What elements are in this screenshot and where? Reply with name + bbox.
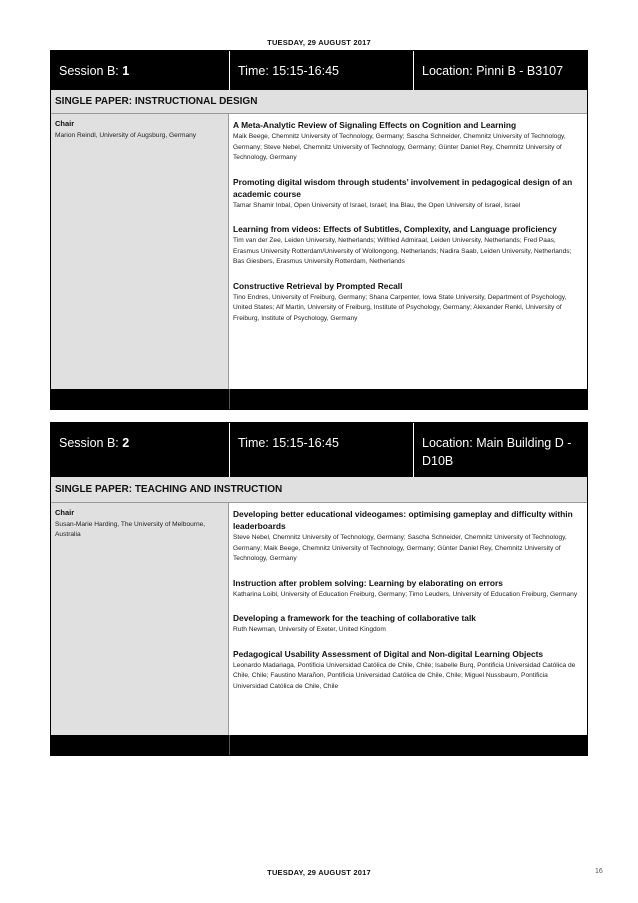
session-label: Session B: [59, 436, 119, 450]
session-number: 1 [122, 64, 130, 78]
paper-title: Developing a framework for the teaching of collaborative talk [233, 613, 476, 623]
paper-item [233, 176, 583, 212]
paper-authors: Katharina Loibl, University of Education Freiburg, Germany; Timo Leuders, University of Education Freiburg, Germany [233, 590, 578, 598]
session-location: Location: Pinni B - B3107 [413, 51, 587, 90]
paper-authors: Tim van der Zee, Leiden University, Netherlands; Wilfried Admiraal, Leiden University, Netherlands; Fred Paas, Erasmus University Rotterdam/University of Wollongong, Netherlands; Nadira Saab, Leiden University, Netherlands; Bas Giesbers, Erasmus University Rotterdam, Netherlands [233, 237, 572, 265]
chair-title: Chair [55, 508, 75, 517]
paper-title: Developing better educational videogames: optimising gameplay and difficulty within leaderboards [233, 509, 573, 531]
page-header-date: TUESDAY, 29 AUGUST 2017 [267, 38, 371, 47]
session-location: Location: Main Building D - D10B [413, 423, 587, 477]
paper-authors: Leonardo Madariaga, Pontificia Universidad Católica de Chile, Chile; Isabelle Burq, Pontificia Universidad Católica de Chile, Chile; Faustino Marañon, Pontificia Universidad Católica de Chile, Chile; Miguel Nussbaum, Pontificia Universidad Católica de Chile, Chile [233, 661, 576, 690]
session-time: Time: 15:15-16:45 [229, 51, 413, 90]
session-footer-bar [51, 735, 587, 755]
session-body [51, 503, 587, 735]
session-type [51, 90, 587, 114]
paper-item [233, 612, 583, 636]
paper-authors: Steve Nebel, Chemnitz University of Technology, Germany; Sascha Schneider, Chemnitz University of Technology, Germany; Maik Beege, Chemnitz University of Technology, Germany; Günter Daniel Rey, Chemnitz University of Technology, Germany [233, 534, 567, 562]
paper-authors: Tino Endres, University of Freiburg, Germany; Shana Carpenter, Iowa State University, Department of Psychology, United States; Alf Martin, University of Freiburg, Institute of Psychology, Germany; Alexander Renkl, University of Freiburg, Institute of Psychology, Germany [233, 293, 567, 322]
papers-column [229, 114, 587, 389]
paper-authors: Ruth Newman, University of Exeter, United Kingdom [233, 626, 386, 633]
paper-item [233, 223, 583, 268]
session-number: 2 [122, 436, 130, 450]
paper-title: Instruction after problem solving: Learning by elaborating on errors [233, 577, 503, 588]
session-type-label: SINGLE PAPER: TEACHING AND INSTRUCTION [55, 484, 283, 495]
session-time: Time: 15:15-16:45 [229, 423, 413, 477]
paper-item [233, 577, 583, 601]
paper-title: Promoting digital wisdom through students’ involvement in pedagogical design of an academic course [233, 176, 573, 199]
papers-column [229, 503, 587, 735]
page-footer-date: TUESDAY, 29 AUGUST 2017 [267, 868, 371, 877]
chair-name: Susan-Marie Harding, The University of Melbourne, Australia [55, 521, 206, 538]
paper-title: A Meta-Analytic Review of Signaling Effects on Cognition and Learning [233, 120, 517, 130]
chair-name: Marion Reindl, University of Augsburg, Germany [55, 132, 197, 139]
chair-column [51, 503, 229, 735]
paper-title: Learning from videos: Effects of Subtitles, Complexity, and Language proficiency [233, 224, 557, 234]
paper-authors: Tamar Shamir Inbal, Open University of Israel, Israel; Ina Blau, the Open University of Israel, Israel [233, 201, 521, 209]
session-footer-bar [51, 389, 587, 409]
session-header [51, 51, 587, 90]
paper-authors: Maik Beege, Chemnitz University of Technology, Germany; Sascha Schneider, Chemnitz University of Technology, Germany; Steve Nebel, Chemnitz University of Technology, Germany; Günter Daniel Rey, Chemnitz University of Technology, Germany [233, 133, 566, 161]
session-block-1 [50, 50, 588, 410]
session-id [51, 423, 229, 477]
chair-column [51, 114, 229, 389]
session-body [51, 114, 587, 389]
page-number: 16 [595, 868, 603, 875]
chair-title: Chair [55, 119, 75, 128]
paper-title: Pedagogical Usability Assessment of Digital and Non-digital Learning Objects [233, 648, 544, 659]
paper-title: Constructive Retrieval by Prompted Recall [233, 280, 403, 291]
session-type-label: SINGLE PAPER: INSTRUCTIONAL DESIGN [55, 96, 258, 107]
paper-item [233, 119, 583, 164]
session-header [51, 423, 587, 477]
session-block-2 [50, 422, 588, 756]
paper-item [233, 280, 583, 325]
paper-item [233, 648, 583, 693]
session-id [51, 51, 229, 90]
session-label: Session B: [59, 64, 119, 78]
session-type [51, 477, 587, 503]
paper-item [233, 508, 583, 565]
